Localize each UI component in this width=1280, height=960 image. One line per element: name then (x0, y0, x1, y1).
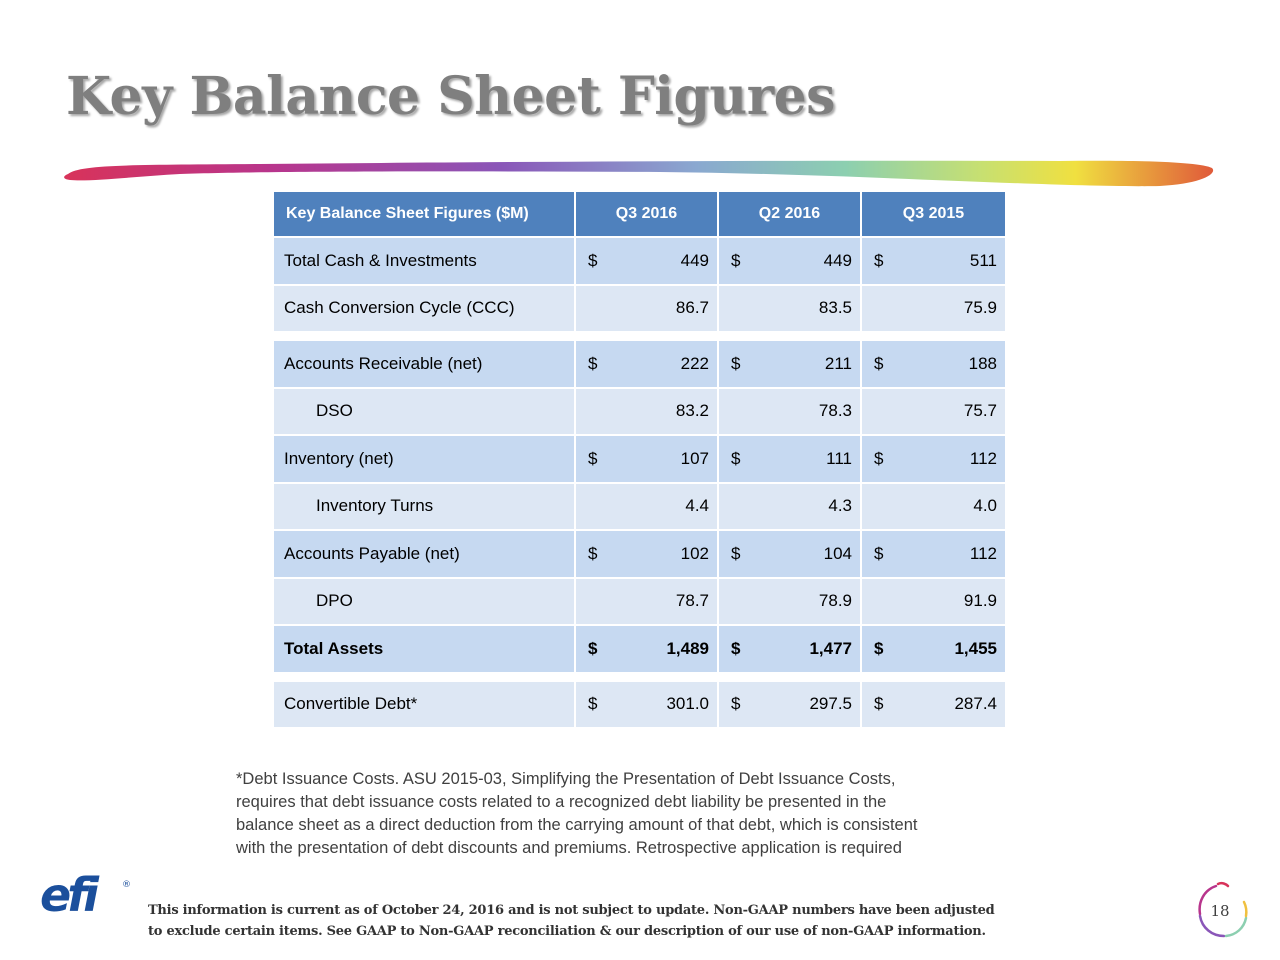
value-q2-2016: 111 (826, 448, 852, 468)
currency-sign: $ (588, 543, 598, 563)
table-row (274, 484, 1005, 532)
disclaimer-line: to exclude certain items. See GAAP to Non-GAAP reconciliation & our description of our use of non-GAAP information. (148, 924, 986, 939)
table-header-row (274, 192, 1005, 238)
efi-logo (40, 873, 132, 919)
currency-sign: $ (874, 448, 884, 468)
currency-sign: $ (731, 694, 741, 714)
value-q3-2016: 107 (680, 448, 709, 468)
value-q3-2016: 1,489 (666, 638, 709, 658)
currency-sign: $ (588, 694, 598, 714)
value-q3-2015: 75.9 (963, 298, 997, 318)
disclaimer-line: This information is current as of October 24, 2016 and is not subject to update. Non-GAAP numbers have been adjusted (148, 903, 995, 918)
table-row (274, 333, 1005, 389)
currency-sign: $ (731, 638, 741, 658)
value-q3-2016: 449 (680, 250, 709, 270)
currency-sign: $ (731, 353, 741, 373)
value-q2-2016: 78.3 (818, 401, 852, 421)
table-row (274, 674, 1005, 730)
value-q3-2015: 91.9 (963, 591, 997, 611)
disclaimer (148, 900, 1198, 942)
row-label: Inventory (net) (274, 436, 576, 484)
value-q3-2016: 102 (680, 543, 709, 563)
value-q3-2016: 222 (680, 353, 709, 373)
currency-sign: $ (588, 448, 598, 468)
currency-sign: $ (874, 543, 884, 563)
footnote-line: requires that debt issuance costs related to a recognized debt liability be presented in the (236, 793, 887, 811)
currency-sign: $ (588, 638, 598, 658)
value-q3-2015: 112 (969, 543, 997, 563)
header-label: Key Balance Sheet Figures ($M) (274, 192, 576, 238)
row-label: Inventory Turns (274, 484, 576, 532)
value-q2-2016: 449 (823, 250, 852, 270)
table-row (274, 286, 1005, 334)
table-row-total-assets (274, 626, 1005, 674)
header-q3-2016: Q3 2016 (576, 192, 719, 238)
slide-title: Key Balance Sheet Figures (66, 66, 835, 127)
currency-sign: $ (874, 353, 884, 373)
debt-issuance-footnote (236, 768, 1066, 860)
value-q3-2015: 4.0 (973, 496, 997, 516)
row-label: Convertible Debt* (274, 674, 576, 730)
row-label: Total Assets (274, 626, 576, 674)
currency-sign: $ (731, 250, 741, 270)
row-label: Total Cash & Investments (274, 238, 576, 286)
currency-sign: $ (588, 353, 598, 373)
value-q3-2015: 287.4 (954, 694, 997, 714)
logo-registered-mark: ® (122, 880, 131, 890)
value-q2-2016: 297.5 (809, 694, 852, 714)
currency-sign: $ (874, 638, 884, 658)
value-q2-2016: 83.5 (818, 298, 852, 318)
value-q3-2015: 1,455 (954, 638, 997, 658)
value-q3-2015: 112 (969, 448, 997, 468)
value-q3-2016: 83.2 (675, 401, 709, 421)
value-q3-2016: 78.7 (675, 591, 709, 611)
row-label: Cash Conversion Cycle (CCC) (274, 286, 576, 334)
value-q2-2016: 4.3 (828, 496, 852, 516)
value-q3-2015: 188 (968, 353, 997, 373)
value-q3-2015: 511 (969, 250, 997, 270)
header-q3-2015: Q3 2015 (862, 192, 1005, 238)
header-q2-2016: Q2 2016 (719, 192, 862, 238)
value-q2-2016: 78.9 (818, 591, 852, 611)
currency-sign: $ (588, 250, 598, 270)
row-label: DPO (274, 579, 576, 627)
page-number: 18 (1210, 902, 1230, 920)
value-q2-2016: 104 (823, 543, 852, 563)
footnote-line: *Debt Issuance Costs. ASU 2015-03, Simplifying the Presentation of Debt Issuance Costs, (236, 770, 896, 788)
row-label: Accounts Payable (net) (274, 531, 576, 579)
footnote-line: with the presentation of debt discounts and premiums. Retrospective application is required (236, 839, 902, 857)
value-q3-2015: 75.7 (963, 401, 997, 421)
row-label: Accounts Receivable (net) (274, 333, 576, 389)
currency-sign: $ (731, 448, 741, 468)
balance-sheet-table (274, 192, 1005, 729)
table-row (274, 389, 1005, 437)
value-q3-2016: 4.4 (685, 496, 709, 516)
table-row (274, 579, 1005, 627)
currency-sign: $ (874, 250, 884, 270)
table-row (274, 531, 1005, 579)
rainbow-swoosh-divider (60, 150, 1220, 190)
table-row (274, 238, 1005, 286)
row-label: DSO (274, 389, 576, 437)
value-q2-2016: 211 (824, 353, 852, 373)
currency-sign: $ (874, 694, 884, 714)
value-q2-2016: 1,477 (809, 638, 852, 658)
table-row (274, 436, 1005, 484)
logo-text: efi (40, 873, 95, 919)
footnote-line: balance sheet as a direct deduction from the carrying amount of that debt, which is consistent (236, 816, 918, 834)
currency-sign: $ (731, 543, 741, 563)
value-q3-2016: 301.0 (666, 694, 709, 714)
value-q3-2016: 86.7 (675, 298, 709, 318)
